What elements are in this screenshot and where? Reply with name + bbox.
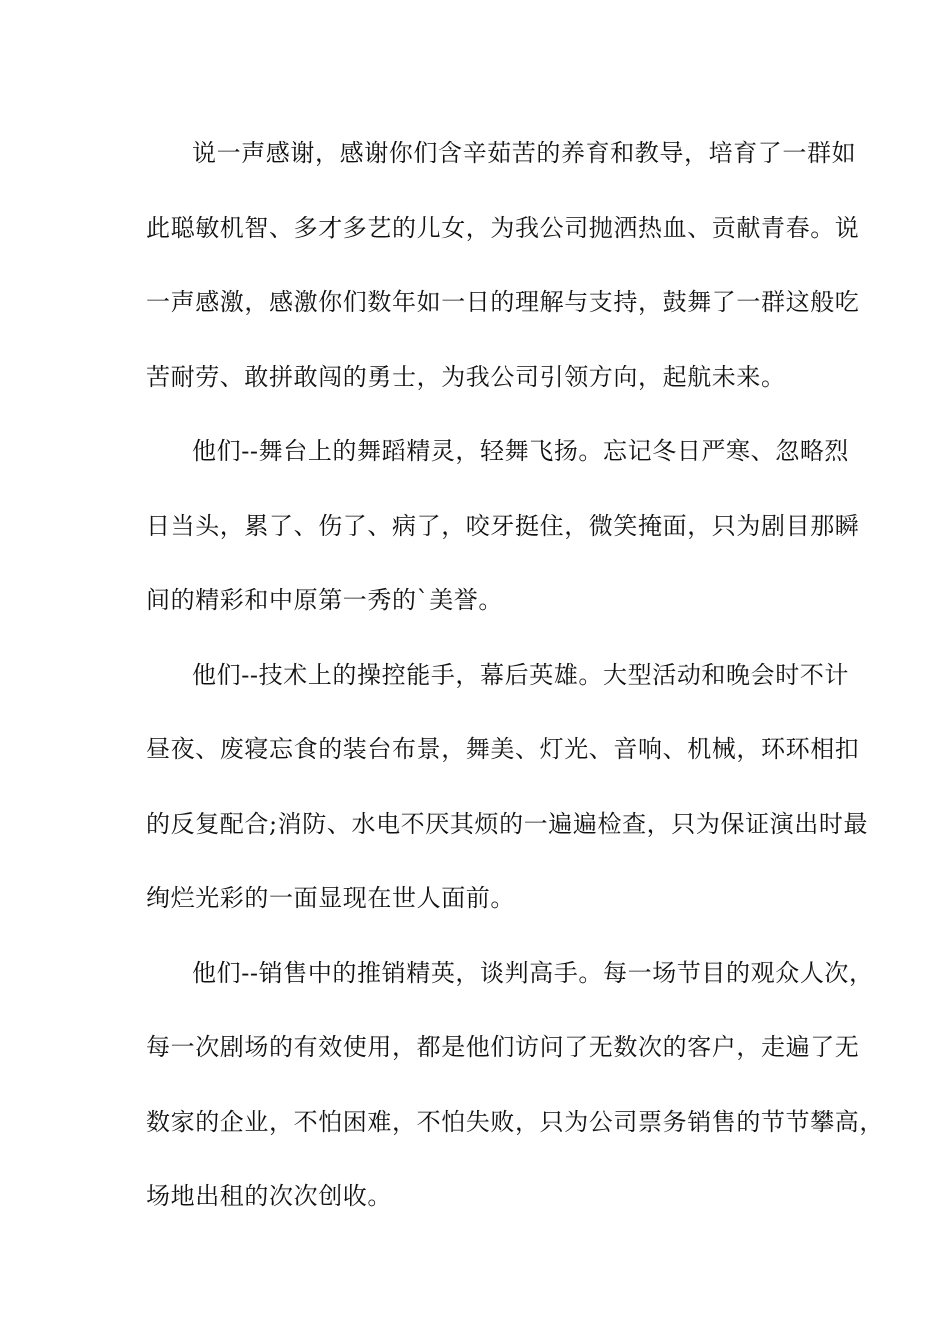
paragraph-4-line-4: 场地出租的次次创收。 xyxy=(146,1182,392,1210)
paragraph-1-line-1: 说一声感谢，感谢你们含辛茹苦的养育和教导，培育了一群如 xyxy=(192,139,857,167)
paragraph-1-line-2: 此聪敏机智、多才多艺的儿女，为我公司抛洒热血、贡献青春。说 xyxy=(146,213,860,242)
paragraph-4-line-1: 他们--销售中的推销精英，谈判高手。每一场节目的观众人次， xyxy=(192,958,874,987)
paragraph-1-line-3: 一声感激，感激你们数年如一日的理解与支持，鼓舞了一群这般吃 xyxy=(146,288,860,316)
paragraph-3-line-4: 绚烂光彩的一面显现在世人面前。 xyxy=(146,884,515,912)
paragraph-2-line-2: 日当头，累了、伤了、病了，咬牙挺住，微笑掩面，只为剧目那瞬 xyxy=(146,511,860,540)
paragraph-4-line-2: 每一次剧场的有效使用，都是他们访问了无数次的客户，走遍了无 xyxy=(146,1033,860,1061)
paragraph-2-line-3: 间的精彩和中原第一秀的`美誉。 xyxy=(146,586,503,614)
document-body xyxy=(146,127,884,1245)
paragraph-1-line-4: 苦耐劳、敢拼敢闯的勇士，为我公司引领方向，起航未来。 xyxy=(146,362,786,391)
paragraph-2-line-1: 他们--舞台上的舞蹈精灵，轻舞飞扬。忘记冬日严寒、忽略烈 xyxy=(192,437,850,465)
paragraph-3-line-3: 的反复配合;消防、水电不厌其烦的一遍遍检查，只为保证演出时最 xyxy=(146,809,869,838)
paragraph-3-line-2: 昼夜、废寝忘食的装台布景，舞美、灯光、音响、机械，环环相扣 xyxy=(146,735,860,763)
paragraph-4-line-3: 数家的企业，不怕困难，不怕失败，只为公司票务销售的节节攀高， xyxy=(146,1107,884,1136)
paragraph-3-line-1: 他们--技术上的操控能手，幕后英雄。大型活动和晚会时不计 xyxy=(192,660,850,689)
